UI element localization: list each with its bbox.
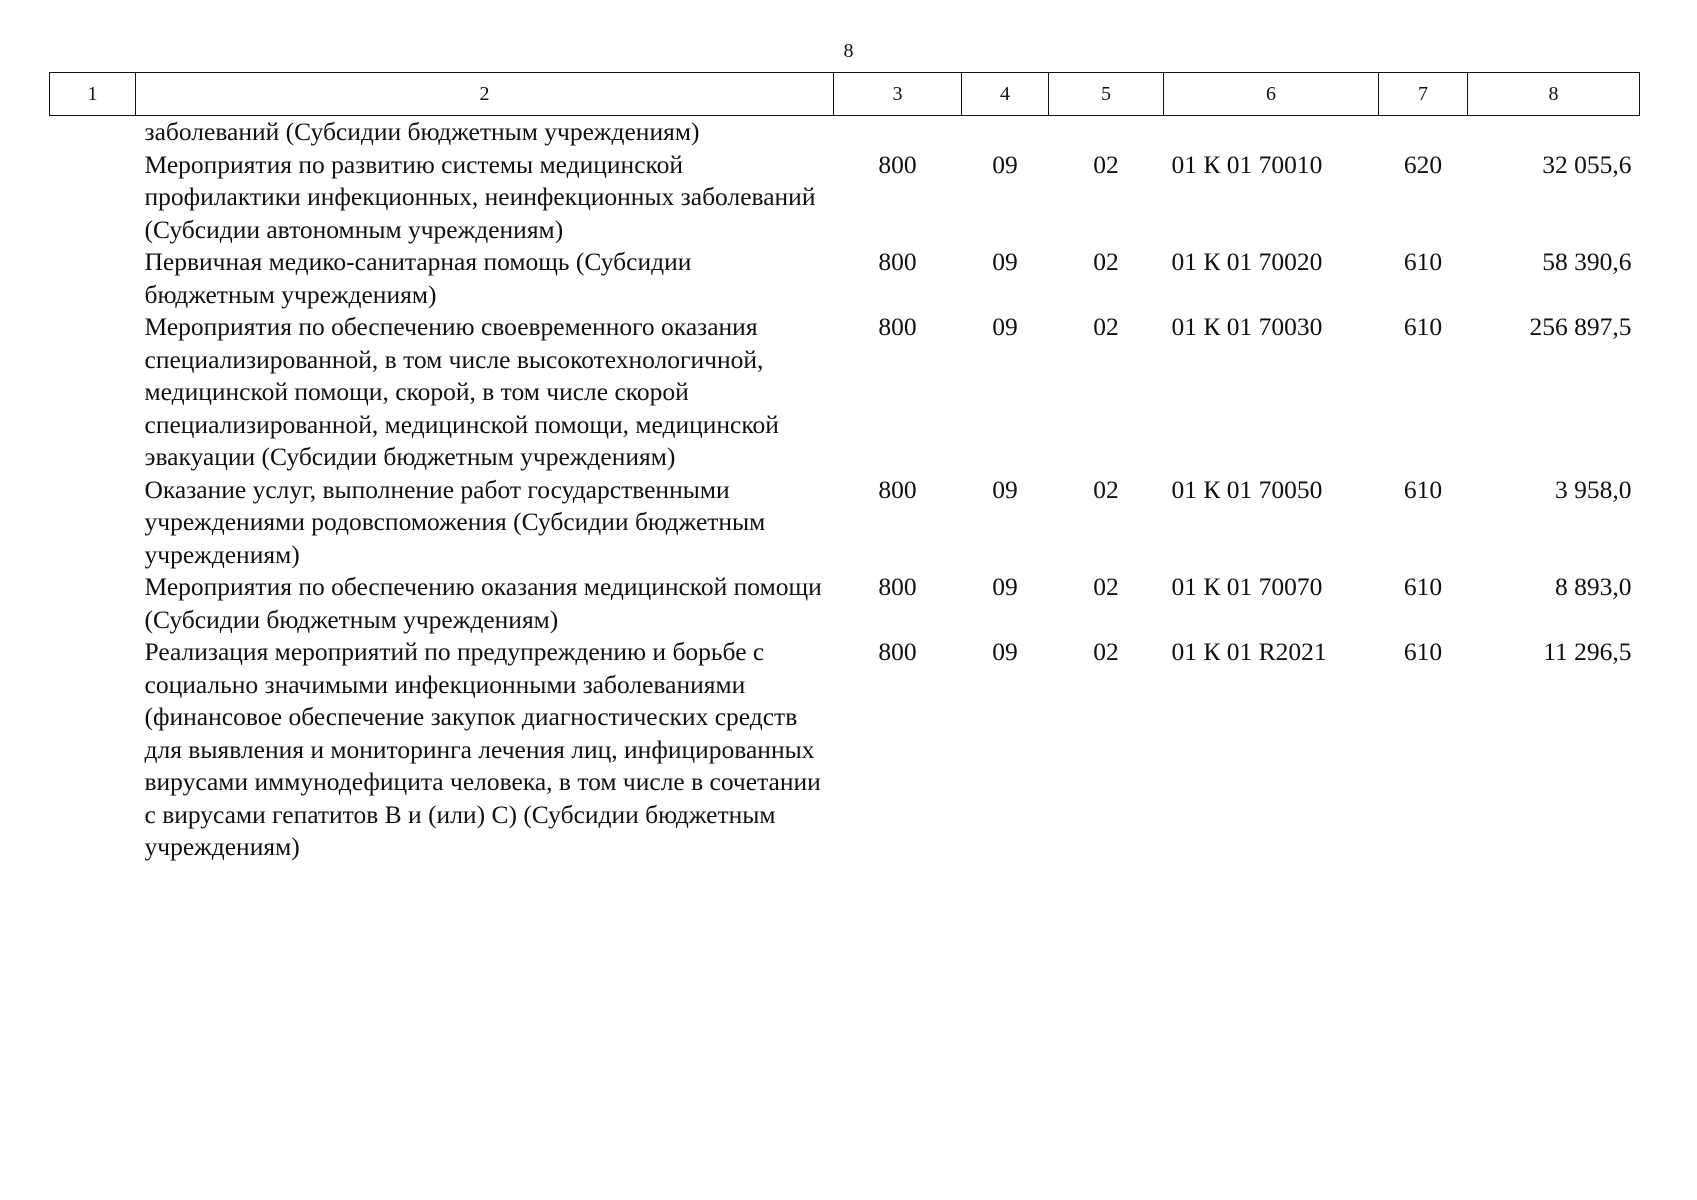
table-row (50, 149, 1640, 247)
row-description: Мероприятия по обеспечению оказания медицинской помощи (Субсидии бюджетным учреждениям) (144, 572, 822, 634)
row-col-5: 02 (1093, 474, 1119, 504)
row-col-6: 01 К 01 70030 (1171, 312, 1323, 341)
header-col-2: 2 (136, 73, 834, 116)
row-col-4: 09 (992, 474, 1018, 504)
cell-empty (50, 116, 136, 149)
row-col-6: 01 К 01 70070 (1171, 572, 1323, 601)
row-col-4: 09 (992, 149, 1018, 179)
row-col-4: 09 (992, 247, 1018, 276)
row-col-4: 09 (992, 312, 1018, 341)
row-description: Первичная медико-санитарная помощь (Субсидии бюджетным учреждениям) (144, 247, 692, 309)
table-row (50, 246, 1640, 311)
cell-empty (50, 571, 136, 636)
row-amount: 11 296,5 (1543, 637, 1632, 666)
row-col-6: 01 К 01 70050 (1171, 474, 1323, 504)
table-header (50, 73, 1640, 116)
table-row (50, 571, 1640, 636)
row-description: Мероприятия по обеспечению своевременного оказания специализированной, в том числе высокотехнологичной, медицинской помощи, скорой, в том числе скорой специализированной, медицинской помощи, медицинской эвакуации (Субсидии бюджетным учреждениям) (144, 312, 779, 471)
row-col-7: 610 (1403, 247, 1443, 276)
row-amount: 256 897,5 (1529, 312, 1632, 341)
header-col-8: 8 (1468, 73, 1640, 116)
row-col-3: 800 (878, 149, 917, 179)
cell-empty (50, 636, 136, 864)
row-col-5: 02 (1093, 247, 1119, 276)
table-row (50, 636, 1640, 864)
row-col-5: 02 (1093, 637, 1119, 666)
row-col-3: 800 (878, 312, 917, 341)
row-col-3: 800 (878, 247, 917, 276)
header-col-4: 4 (962, 73, 1049, 116)
table-row (50, 311, 1640, 474)
table-body (50, 116, 1640, 864)
row-col-3: 800 (878, 637, 917, 666)
row-description: Реализация мероприятий по предупреждению и борьбе с социально значимыми инфекционными заболеваниями (финансовое обеспечение закупок диагностических средств для выявления и мониторинга лечения лиц, инфицированных вирусами иммунодефицита человека, в том числе в сочетании с вирусами гепатитов В и (или) С) (Субсидии бюджетным учреждениям) (144, 637, 821, 861)
continuation-row (50, 116, 1640, 149)
row-amount: 3 958,0 (1555, 474, 1632, 504)
cell-empty (50, 149, 136, 247)
row-col-5: 02 (1093, 312, 1119, 341)
row-col-4: 09 (992, 637, 1018, 666)
row-col-3: 800 (878, 572, 917, 601)
table-row (50, 474, 1640, 572)
row-description: Мероприятия по развитию системы медицинской профилактики инфекционных, неинфекционных заболеваний (Субсидии автономным учреждениям) (144, 149, 816, 244)
page-number: 8 (843, 40, 854, 62)
cell-empty (50, 246, 136, 311)
row-col-7: 610 (1403, 312, 1443, 341)
row-col-6: 01 К 01 R2021 (1171, 637, 1327, 666)
header-col-5: 5 (1049, 73, 1164, 116)
cell-empty (50, 311, 136, 474)
row-col-7: 610 (1403, 637, 1443, 666)
row-col-7: 620 (1403, 149, 1443, 179)
row-amount: 58 390,6 (1542, 247, 1632, 276)
row-col-6: 01 К 01 70020 (1171, 247, 1323, 276)
row-amount: 32 055,6 (1542, 149, 1632, 179)
header-col-1: 1 (50, 73, 136, 116)
header-col-6: 6 (1164, 73, 1379, 116)
row-col-3: 800 (878, 474, 917, 504)
header-row (50, 73, 1640, 116)
row-amount: 8 893,0 (1555, 572, 1632, 601)
row-col-7: 610 (1403, 474, 1443, 504)
budget-table (49, 72, 1640, 864)
continuation-text: заболеваний (Субсидии бюджетным учреждениям) (144, 117, 700, 146)
cell-empty (50, 474, 136, 572)
row-col-4: 09 (992, 572, 1018, 601)
header-col-3: 3 (834, 73, 962, 116)
header-col-7: 7 (1379, 73, 1468, 116)
row-col-5: 02 (1093, 572, 1119, 601)
row-description: Оказание услуг, выполнение работ государственными учреждениями родовспоможения (Субсидии бюджетным учреждениям) (144, 474, 766, 569)
row-col-5: 02 (1093, 149, 1119, 179)
row-col-6: 01 К 01 70010 (1171, 149, 1323, 179)
row-col-7: 610 (1403, 572, 1443, 601)
